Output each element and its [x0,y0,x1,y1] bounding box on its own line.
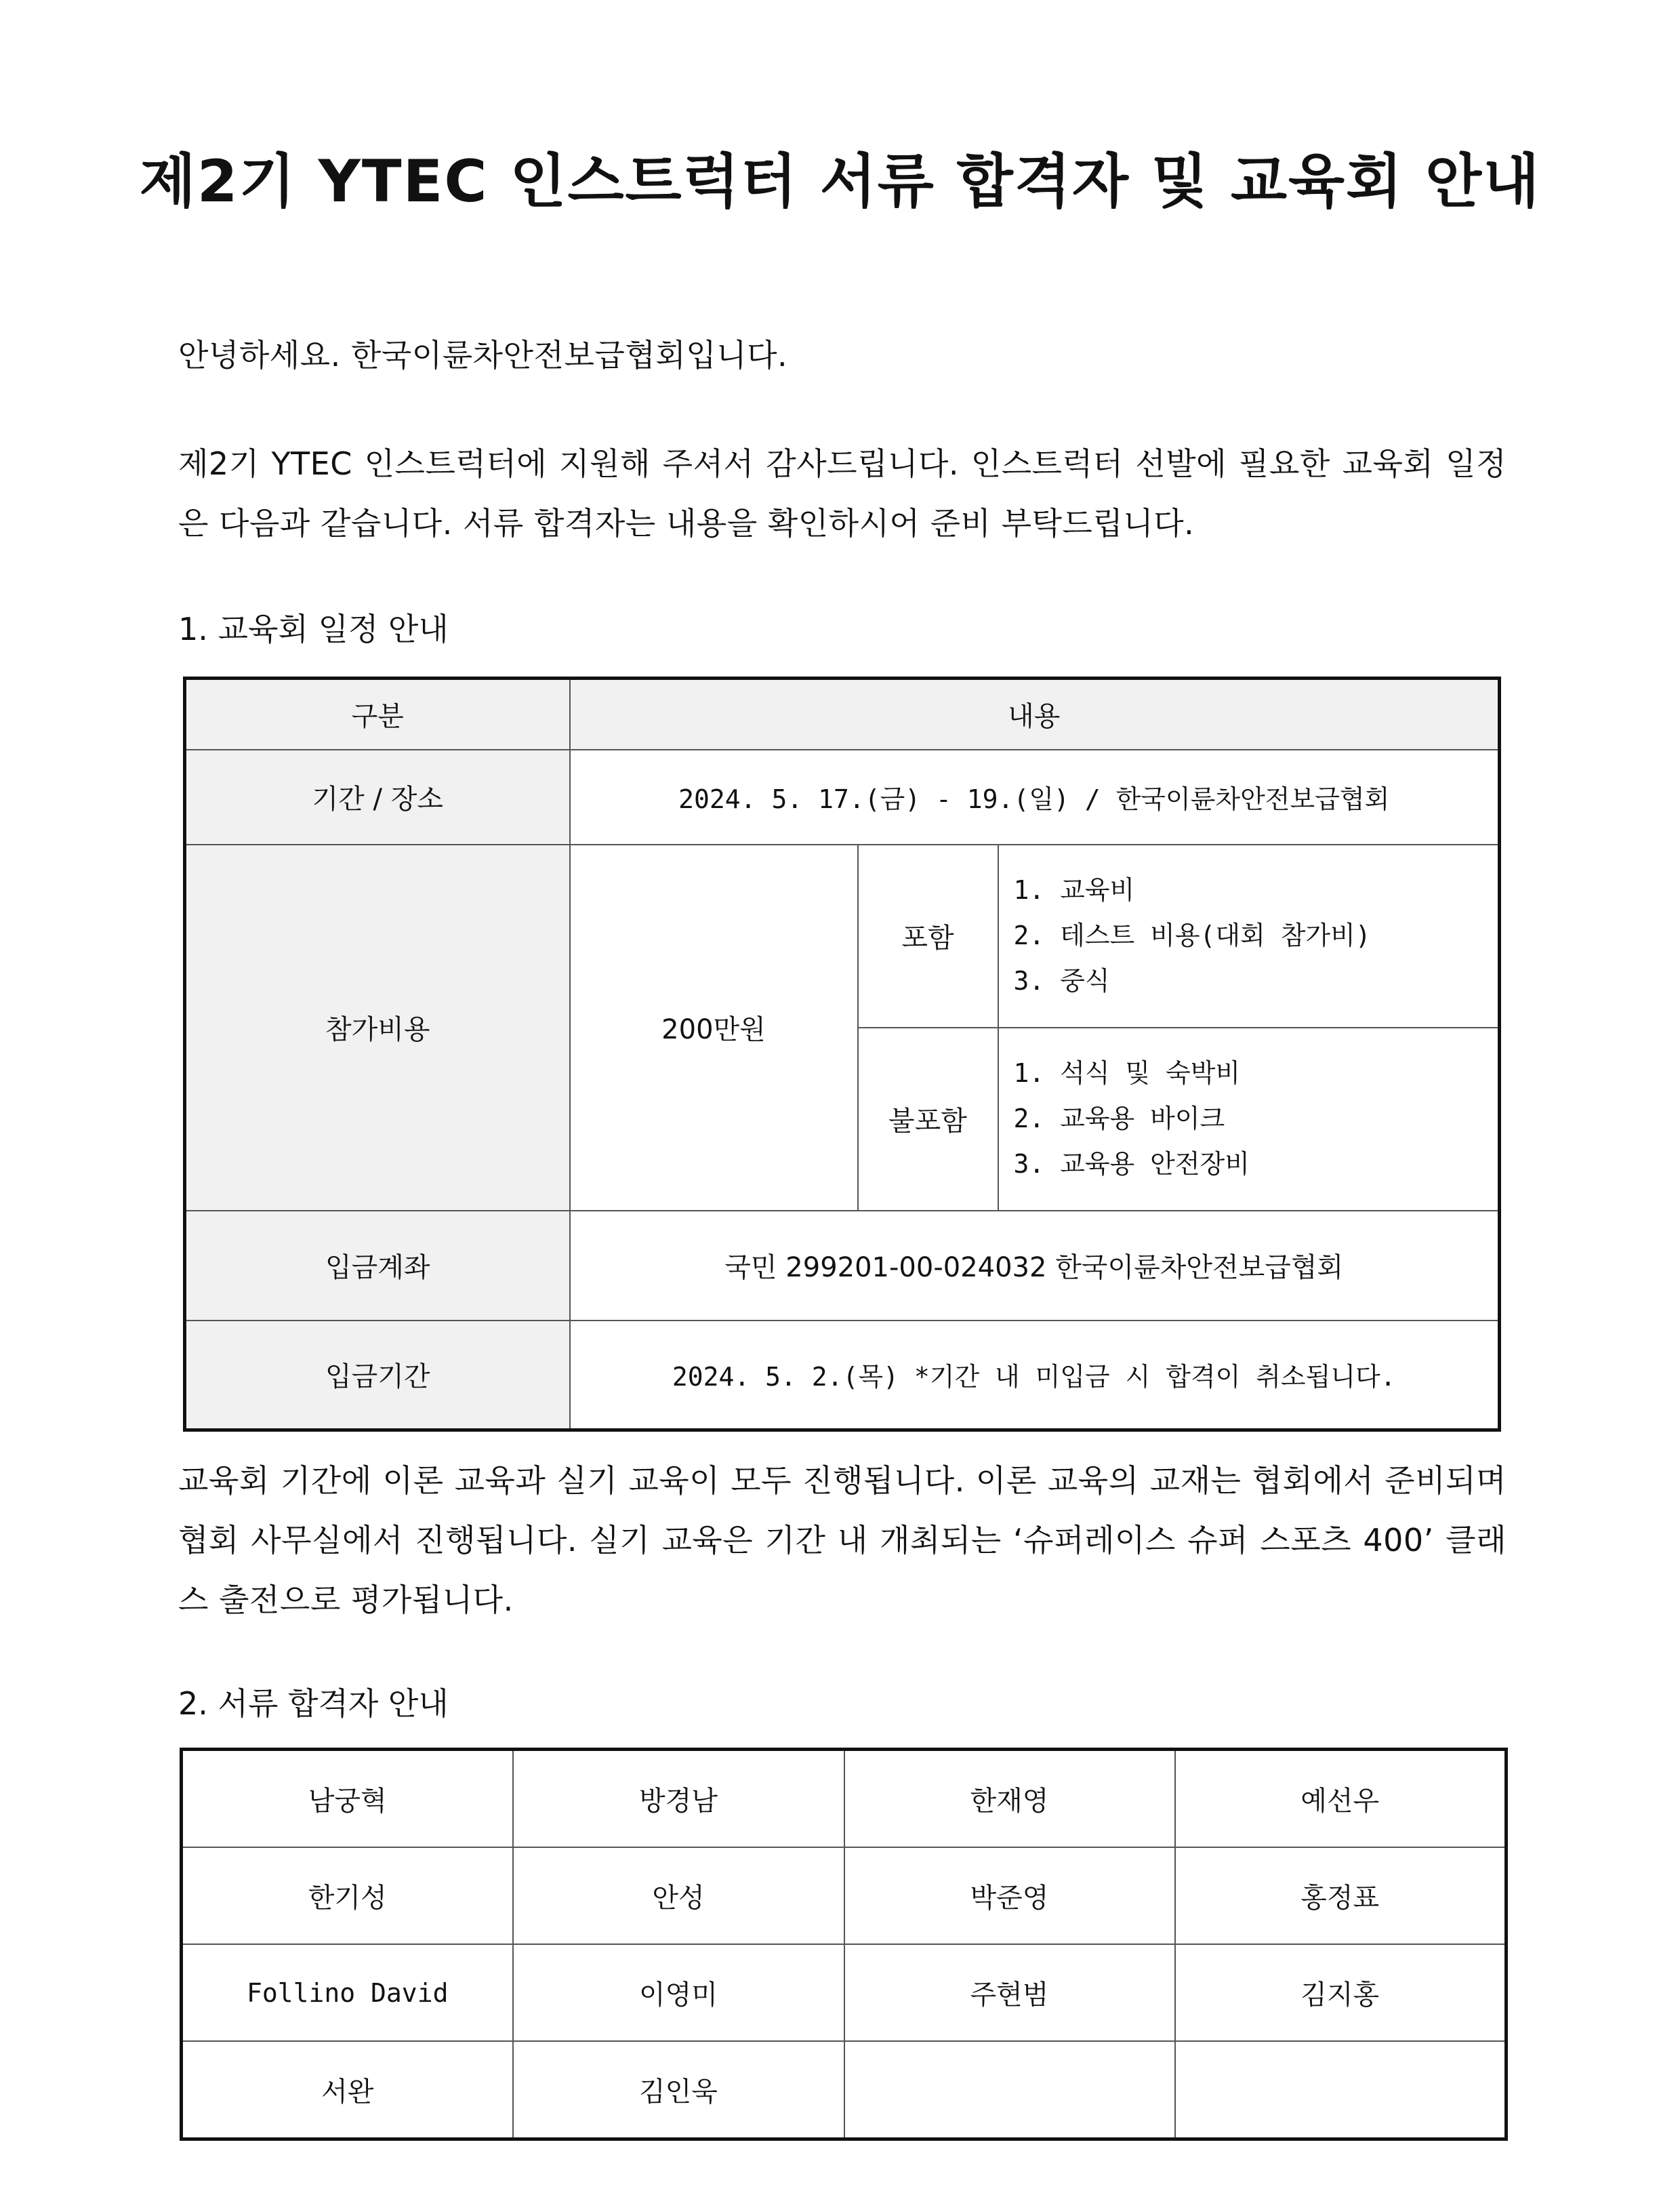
applicants-row [182,2041,1507,2139]
account-label: 입금계좌 [185,1211,570,1321]
excluded-list [998,1028,1500,1211]
header-category: 구분 [185,679,570,750]
intro-paragraph: 제2기 YTEC 인스트럭터에 지원해 주셔서 감사드립니다. 인스트럭터 선발에 필요한 교육회 일정은 다음과 같습니다. 서류 합격자는 내용을 확인하시어 준비 부탁드립니다. [178,445,1507,542]
applicant-name: 서완 [182,2041,513,2139]
deadline-value: 2024. 5. 2.(목) *기간 내 미입금 시 합격이 취소됩니다. [570,1321,1500,1430]
applicant-name: 김지홍 [1175,1944,1507,2041]
applicant-name: 예선우 [1175,1750,1507,1848]
included-item: 1. 교육비 [1013,875,1135,905]
fee-included-row [185,845,1500,1028]
applicant-name: Follino David [182,1944,513,2041]
excluded-item: 1. 석식 및 숙박비 [1013,1058,1241,1088]
applicant-name [1175,2041,1507,2139]
greeting-text: 안녕하세요. 한국이륜차안전보급협회입니다. [178,337,788,374]
section1-heading: 1. 교육회 일정 안내 [178,611,449,647]
period-place-label: 기간 / 장소 [185,750,570,845]
included-list [998,845,1500,1028]
included-item: 2. 테스트 비용(대회 참가비) [1013,921,1371,950]
applicant-name: 한기성 [182,1847,513,1944]
deadline-row [185,1321,1500,1430]
applicants-row [182,1750,1507,1848]
page-title: 제2기 YTEC 인스트럭터 서류 합격자 및 교육회 안내 [139,148,1541,216]
excluded-item: 3. 교육용 안전장비 [1013,1149,1250,1179]
fee-amount: 200만원 [570,845,858,1211]
applicant-name: 한재영 [844,1750,1175,1848]
applicant-name: 홍정표 [1175,1847,1507,1944]
applicant-name: 이영미 [513,1944,844,2041]
applicant-name: 박준영 [844,1847,1175,1944]
period-place-value: 2024. 5. 17.(금) - 19.(일) / 한국이륜차안전보급협회 [570,750,1500,845]
account-row [185,1211,1500,1321]
applicants-row [182,1847,1507,1944]
applicant-name: 방경남 [513,1750,844,1848]
applicants-table [180,1748,1508,2141]
education-note: 교육회 기간에 이론 교육과 실기 교육이 모두 진행됩니다. 이론 교육의 교재는 협회에서 준비되며 협회 사무실에서 진행됩니다. 실기 교육은 기간 내 개최되는 ‘슈퍼레이스 슈퍼 스포츠 400’ 클래스 출전으로 평가됩니다. [178,1462,1507,1618]
fee-label: 참가비용 [185,845,570,1211]
account-value: 국민 299201-00-024032 한국이륜차안전보급협회 [570,1211,1500,1321]
applicants-row [182,1944,1507,2041]
deadline-label: 입금기간 [185,1321,570,1430]
section2-heading: 2. 서류 합격자 안내 [178,1685,449,1722]
header-content: 내용 [570,679,1500,750]
applicant-name: 김인욱 [513,2041,844,2139]
applicant-name: 안성 [513,1847,844,1944]
included-item: 3. 중식 [1013,966,1110,996]
included-label: 포함 [858,845,998,1028]
schedule-table [183,677,1501,1432]
schedule-header-row [185,679,1500,750]
applicant-name: 주현범 [844,1944,1175,2041]
applicant-name: 남궁혁 [182,1750,513,1848]
period-place-row [185,750,1500,845]
excluded-item: 2. 교육용 바이크 [1013,1104,1225,1133]
excluded-label: 불포함 [858,1028,998,1211]
applicant-name [844,2041,1175,2139]
